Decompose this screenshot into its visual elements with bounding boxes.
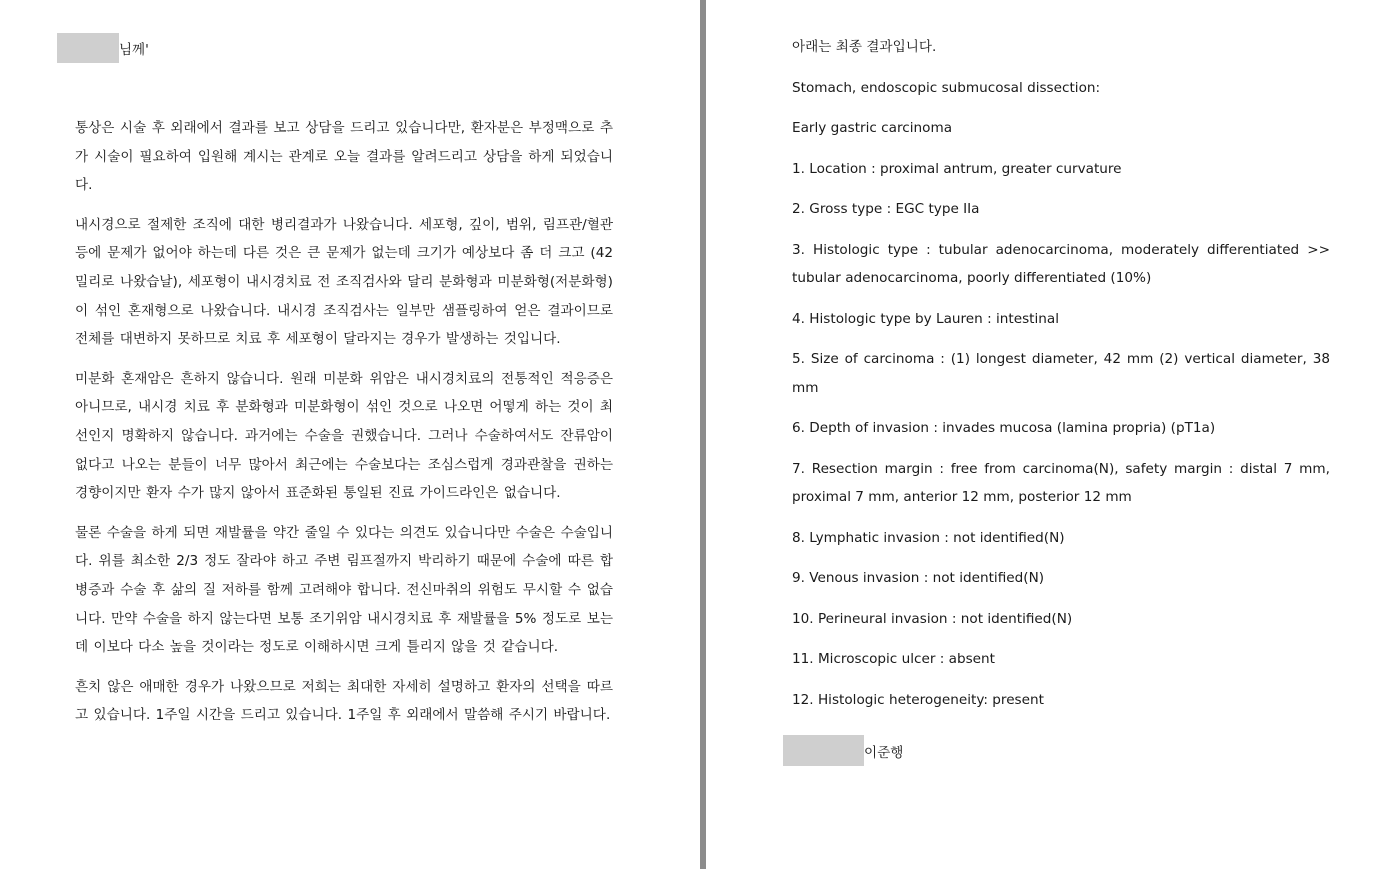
signature-name: 이준행 — [864, 744, 904, 761]
result-item: 12. Histologic heterogeneity: present — [792, 691, 1044, 708]
letter-paragraph: 미분화 혼재암은 흔하지 않습니다. 원래 미분화 위암은 내시경치료의 전통적인 적응증은 아니므로, 내시경 치료 후 분화형과 미분화형이 섞인 것으로 나오면 어떻게 하는 것이 최선인지 명확하지 않습니다. 과거에는 수술을 권했습니다. 그러나 수술하여서도 잔류암이 없다고 나오는 분들이 너무 많아서 최근에는 수술보다는 조심스럽게 경과관찰을 권하는 경향이지만 환자 수가 많지 않아서 표준화된 통일된 진료 가이드라인은 없습니다. — [75, 370, 613, 502]
redacted-patient-name — [57, 33, 119, 63]
result-item: 5. Size of carcinoma : (1) longest diameter, 42 mm (2) vertical diameter, 38 mm — [792, 351, 1330, 396]
letter-body — [75, 114, 613, 741]
result-item: 8. Lymphatic invasion : not identified(N) — [792, 529, 1065, 546]
salutation — [57, 33, 149, 63]
letter-paragraph: 통상은 시술 후 외래에서 결과를 보고 상담을 드리고 있습니다만, 환자분은 부정맥으로 추가 시술이 필요하여 입원해 계시는 관계로 오늘 결과를 알려드리고 상담을 하게 되었습니다. — [75, 120, 613, 194]
letter-paragraph: 물론 수술을 하게 되면 재발률을 약간 줄일 수 있다는 의견도 있습니다만 수술은 수술입니다. 위를 최소한 2/3 정도 잘라야 하고 주변 림프절까지 박리하기 때문에 수술에 따른 합병증과 수술 후 삶의 질 저하를 함께 고려해야 합니다. 전신마취의 위험도 무시할 수 없습니다. 만약 수술을 하지 않는다면 보통 조기위암 내시경치료 후 재발률을 5% 정도로 보는데 이보다 다소 높을 것이라는 정도로 이해하시면 크게 틀리지 않을 것 같습니다. — [75, 524, 613, 656]
result-item: 3. Histologic type : tubular adenocarcinoma, moderately differentiated >> tubular adenocarcinoma, poorly differentiated (10%) — [792, 241, 1330, 286]
redacted-title — [783, 735, 864, 766]
diagnosis-line: Early gastric carcinoma — [792, 120, 953, 136]
pathology-results — [792, 33, 1330, 726]
result-item: 4. Histologic type by Lauren : intestinal — [792, 310, 1060, 327]
result-item: 9. Venous invasion : not identified(N) — [792, 570, 1045, 586]
result-item: 2. Gross type : EGC type IIa — [792, 201, 980, 217]
specimen-line: Stomach, endoscopic submucosal dissection: — [792, 79, 1101, 96]
result-item: 7. Resection margin : free from carcinoma(N), safety margin : distal 7 mm, proximal 7 mm, anterior 12 mm, posterior 12 mm — [792, 460, 1330, 505]
letter-paragraph: 흔치 않은 애매한 경우가 나왔으므로 저희는 최대한 자세히 설명하고 환자의 선택을 따르고 있습니다. 1주일 시간을 드리고 있습니다. 1주일 후 외래에서 말씀해 주시기 바랍니다. — [75, 678, 613, 724]
result-item: 11. Microscopic ulcer : absent — [792, 651, 995, 667]
salutation-suffix: 님께' — [119, 42, 149, 58]
letter-paragraph: 내시경으로 절제한 조직에 대한 병리결과가 나왔습니다. 세포형, 깊이, 범위, 림프관/혈관 등에 문제가 없어야 하는데 다른 것은 큰 문제가 없는데 크기가 예상보다 좀 더 크고 (42밀리로 나왔습날), 세포형이 내시경치료 전 조직검사와 달리 분화형과 미분화형(저분화형)이 섞인 혼재형으로 나왔습니다. 내시경 조직검사는 일부만 샘플링하여 얻은 결과이므로 전체를 대변하지 못하므로 치료 후 세포형이 달라지는 경우가 발생하는 것입니다. — [75, 216, 613, 348]
results-intro: 아래는 최종 결과입니다. — [792, 39, 937, 55]
signature — [783, 735, 903, 766]
result-item: 6. Depth of invasion : invades mucosa (lamina propria) (pT1a) — [792, 420, 1216, 436]
result-item: 1. Location : proximal antrum, greater curvature — [792, 160, 1122, 177]
result-item: 10. Perineural invasion : not identified(N) — [792, 610, 1073, 627]
